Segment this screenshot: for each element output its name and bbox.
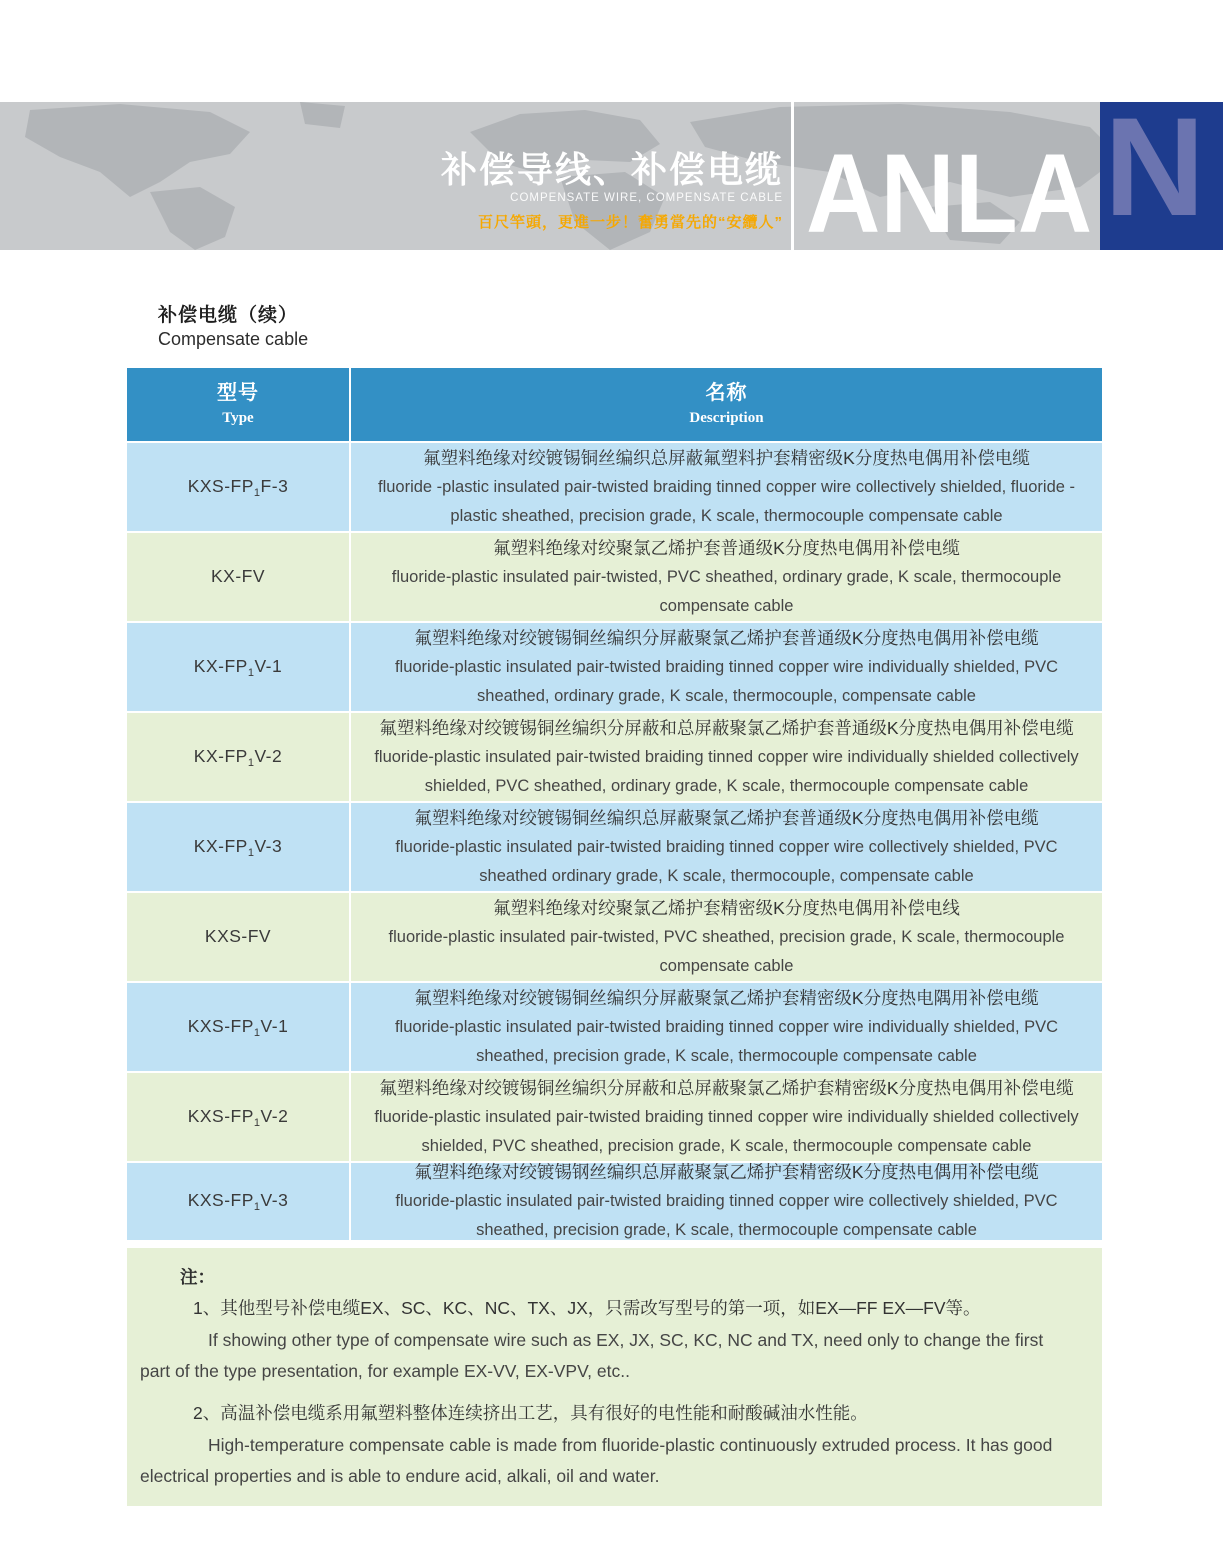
page-title-en: COMPENSATE WIRE, COMPENSATE CABLE [510,192,783,204]
note-1-cn: 1、其他型号补偿电缆EX、SC、KC、NC、TX、JX，只需改写型号的第一项，如EX—FF EX—FV等。 [193,1298,981,1318]
type-cell [127,533,349,621]
type-code: KXS-$FP_1F-3$ [187,475,289,499]
compensate-cable-table [127,368,1102,1242]
description-cn: 氟塑料绝缘对绞镀锡铜丝编织分屏蔽和总屏蔽聚氯乙烯护套精密级K分度热电偶用补偿电缆 [379,1077,1074,1098]
table-row [127,1163,1102,1240]
header-title-block [441,102,783,250]
note-2-en: High-temperature compensate cable is made from fluoride-plastic continuously extruded process. It has good electrical properties and is able to endure acid, alkali, oil and water. [140,1435,1053,1486]
type-cell [127,1163,349,1240]
table-header-desc-en: Description [689,409,764,426]
description-en: fluoride-plastic insulated pair-twisted, PVC sheathed, ordinary grade, K scale, thermocouple compensate cable [391,567,1062,615]
description-cn: 氟塑料绝缘对绞聚氯乙烯护套精密级K分度热电偶用补偿电线 [493,897,960,918]
section-title-en: Compensate cable [158,329,309,349]
type-code: KX-FV [210,565,266,586]
table-row [127,803,1102,891]
anlan-logo-text [806,102,1100,250]
company-slogan: 百尺竿頭，更進一步！奮勇當先的“安纜人” [477,214,783,231]
notes-label: 注： [180,1267,215,1287]
description-en: fluoride-plastic insulated pair-twisted braiding tinned copper wire individually shielded, PVC sheathed, ordinary grade, K scale, thermocouple, compensate cable [394,657,1059,705]
type-code: KXS-$FP_1V-2$ [187,1105,289,1129]
table-header-row [127,368,1102,441]
description-en: fluoride-plastic insulated pair-twisted braiding tinned copper wire collectively shielded, PVC sheathed ordinary grade, K scale, thermocouple, compensate cable [395,837,1058,885]
anlan-logo-n: N [1104,102,1206,245]
table-row [127,443,1102,531]
anlan-logo-letters: ANLA [806,130,1093,250]
section-title-cn: 补偿电缆（续） [158,305,299,326]
description-en: fluoride-plastic insulated pair-twisted braiding tinned copper wire individually shielded, PVC sheathed, precision grade, K scale, thermocouple compensate cable [394,1017,1059,1065]
table-row [127,623,1102,711]
table-row [127,713,1102,801]
type-cell [127,623,349,711]
description-cell [351,713,1102,801]
table-header-description [351,368,1102,441]
description-cell [351,893,1102,981]
table-header-type [127,368,349,441]
type-cell [127,443,349,531]
type-cell [127,803,349,891]
description-cell [351,533,1102,621]
description-cn: 氟塑料绝缘对绞镀锡铜丝编织分屏蔽和总屏蔽聚氯乙烯护套普通级K分度热电偶用补偿电缆 [379,717,1074,738]
description-cn: 氟塑料绝缘对绞镀锡铜丝编织总屏蔽聚氯乙烯护套普通级K分度热电偶用补偿电缆 [414,807,1039,828]
table-row [127,983,1102,1071]
type-code: $KX-FP_1V-2$ [193,745,283,769]
type-cell [127,893,349,981]
header-band [0,102,1223,250]
type-cell [127,983,349,1071]
table-header-type-cn: 型号 [217,381,259,404]
type-code: $KX-FP_1V-3$ [193,835,283,859]
type-code: KXS-FV [204,925,272,946]
type-code: $KX-FP_1V-1$ [193,655,283,679]
table-body [127,443,1102,1240]
description-cell [351,1073,1102,1161]
table-row [127,893,1102,981]
header-divider [791,102,794,250]
description-cn: 氟塑料绝缘对绞镀锡钢丝编织总屏蔽聚氯乙烯护套精密级K分度热电偶用补偿电缆 [414,1162,1039,1182]
description-en: fluoride-plastic insulated pair-twisted braiding tinned copper wire individually shielded collectively shielded, PVC sheathed, precision grade, K scale, thermocouple compensate cable [374,1107,1079,1155]
type-cell [127,1073,349,1161]
description-cn: 氟塑料绝缘对绞聚氯乙烯护套普通级K分度热电偶用补偿电缆 [493,537,960,558]
description-en: fluoride-plastic insulated pair-twisted braiding tinned copper wire collectively shielded, PVC sheathed, precision grade, K scale, thermocouple compensate cable [395,1192,1058,1239]
description-cell [351,803,1102,891]
notes-section [127,1248,1102,1506]
description-cn: 氟塑料绝缘对绞镀锡铜丝编织分屏蔽聚氯乙烯护套普通级K分度热电偶用补偿电缆 [414,627,1039,648]
description-en: fluoride -plastic insulated pair-twisted braiding tinned copper wire collectively shielded, fluoride -plastic sheathed, precision grade, K scale, thermocouple compensate cable [377,477,1076,525]
type-code: KXS-$FP_1V-1$ [187,1015,289,1039]
note-2-cn: 2、高温补偿电缆系用氟塑料整体连续挤出工艺，具有很好的电性能和耐酸碱油水性能。 [193,1403,868,1423]
description-cell [351,1163,1102,1240]
table-header-desc-cn: 名称 [705,381,748,404]
note-1-en: If showing other type of compensate wire such as EX, JX, SC, KC, NC and TX, need only to change the first part of the type presentation, for example EX-VV, EX-VPV, etc.. [140,1330,1044,1381]
table-row [127,1073,1102,1161]
description-cn: 氟塑料绝缘对绞镀锡铜丝编织总屏蔽氟塑料护套精密级K分度热电偶用补偿电缆 [423,447,1030,468]
type-code: KXS-$FP_1V-3$ [187,1190,289,1213]
description-cell [351,443,1102,531]
page-title-cn: 补偿导线、补偿电缆 [440,149,783,190]
description-cell [351,983,1102,1071]
description-en: fluoride-plastic insulated pair-twisted braiding tinned copper wire individually shielded collectively shielded, PVC sheathed, ordinary grade, K scale, thermocouple compensate cable [374,747,1079,795]
table-header-type-en: Type [222,409,254,426]
description-cn: 氟塑料绝缘对绞镀锡铜丝编织分屏蔽聚氯乙烯护套精密级K分度热电隅用补偿电缆 [414,987,1039,1008]
description-cell [351,623,1102,711]
type-cell [127,713,349,801]
table-row [127,533,1102,621]
anlan-logo-block [1100,102,1223,250]
description-en: fluoride-plastic insulated pair-twisted, PVC sheathed, precision grade, K scale, thermocouple compensate cable [388,927,1065,975]
